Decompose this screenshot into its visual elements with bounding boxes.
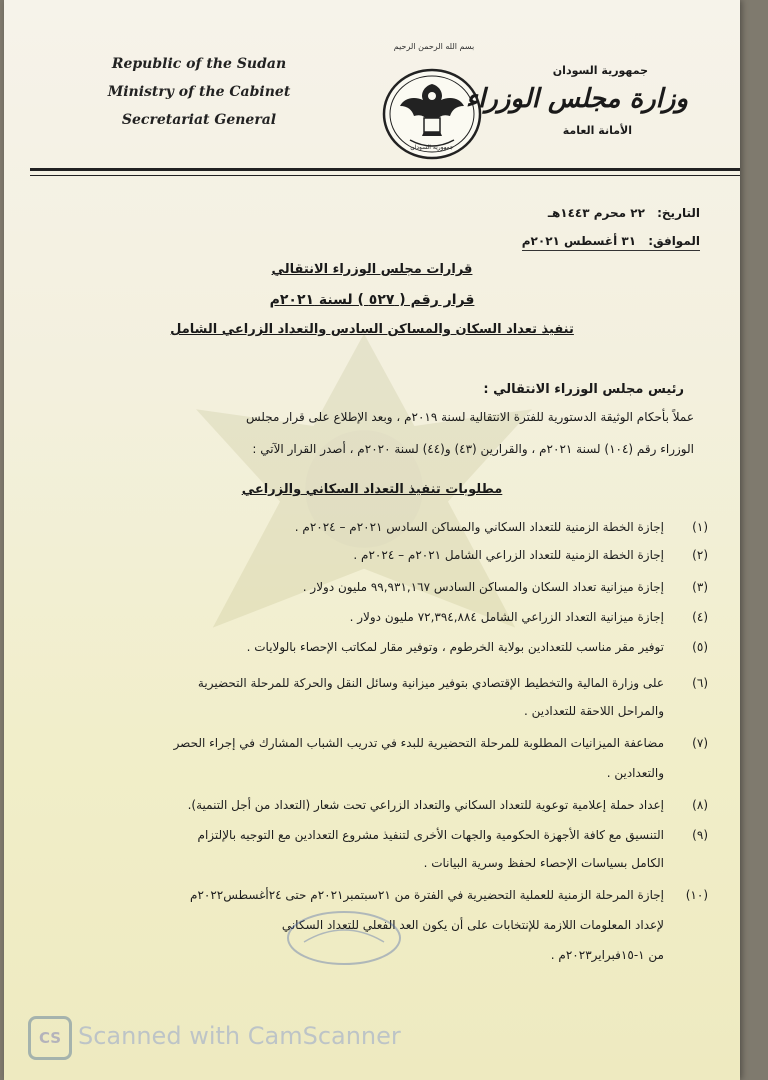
item-text: إجازة ميزانية التعداد الزراعي الشامل ٧٢,٣٩٤,٨٨٤ مليون دولار . xyxy=(349,610,664,624)
header-en-republic: Republic of the Sudan xyxy=(111,56,287,72)
header-rule-thin xyxy=(30,175,740,176)
item-number: (٢) xyxy=(692,548,708,562)
list-item-6 xyxy=(100,676,708,690)
camscanner-logo-icon: CS xyxy=(28,1016,72,1060)
list-item-2 xyxy=(100,548,708,562)
item-text: إجازة المرحلة الزمنية للعملية التحضيرية في الفترة من ٢١سبتمبر٢٠٢١م حتى ٢٤أغسطس٢٠٢٢م xyxy=(190,888,664,902)
item-number: (٨) xyxy=(692,798,708,812)
item-text: إجازة ميزانية تعداد السكان والمساكن السادس ٩٩,٩٣١,١٦٧ مليون دولار . xyxy=(302,580,664,594)
preamble-line2: الوزراء رقم (١٠٤) لسنة ٢٠٢١م ، والقرارين (٤٣) و(٤٤) لسنة ٢٠٢٠م ، أصدر القرار الآتي : xyxy=(252,442,694,456)
title-decision-number: قرار رقم ( ٥٢٧ ) لسنة ٢٠٢١م xyxy=(269,292,475,308)
header-en-ministry: Ministry of the Cabinet xyxy=(107,84,291,100)
hijri-date-row xyxy=(548,206,700,220)
item-number: (٩) xyxy=(692,828,708,842)
list-item-3 xyxy=(100,580,708,594)
header-ar-ministry: وزارة مجلس الوزراء xyxy=(465,84,688,114)
list-item-7 xyxy=(100,736,708,750)
item-number: (١٠) xyxy=(685,888,708,902)
document-page xyxy=(4,0,740,1080)
title-decisions: قرارات مجلس الوزراء الانتقالي xyxy=(271,262,473,277)
list-item-9-continuation: الكامل بسياسات الإحصاء لحفظ وسرية البيانات . xyxy=(423,856,664,870)
list-item-10 xyxy=(100,888,708,902)
item-text: مضاعفة الميزانيات المطلوبة للمرحلة التحضيرية للبدء في تدريب الشباب المشارك في إجراء الحصر xyxy=(173,736,664,750)
basmala: بسم الله الرحمن الرحيم xyxy=(393,42,475,51)
stamp-mark xyxy=(284,908,404,968)
item-text: توفير مقر مناسب للتعدادين بولاية الخرطوم ، وتوفير مقار لمكاتب الإحصاء بالولايات . xyxy=(246,640,664,654)
list-item-10-continuation-2: من ١-١٥فبراير٢٠٢٣م . xyxy=(550,948,664,962)
title-subject: تنفيذ تعداد السكان والمساكن السادس والتعداد الزراعي الشامل xyxy=(170,322,574,337)
greg-value: ٣١ أغسطس ٢٠٢١م xyxy=(521,234,637,248)
list-item-4 xyxy=(100,610,708,624)
preamble-addressee: رئيس مجلس الوزراء الانتقالي : xyxy=(483,382,684,397)
item-number: (٣) xyxy=(692,580,708,594)
list-item-8 xyxy=(100,798,708,812)
item-text: إعداد حملة إعلامية توعوية للتعداد السكاني والتعداد الزراعي تحت شعار (التعداد من أجل التنمية). xyxy=(187,798,664,812)
header-ar-republic: جمهورية السودان xyxy=(552,64,648,77)
item-number: (٥) xyxy=(692,640,708,654)
section-title: مطلوبات تنفيذ التعداد السكاني والزراعي xyxy=(241,482,503,497)
item-number: (١) xyxy=(692,520,708,534)
item-number: (٤) xyxy=(692,610,708,624)
list-item-7-continuation: والتعدادين . xyxy=(606,766,664,780)
list-item-1 xyxy=(100,520,708,534)
emblem-watermark xyxy=(154,300,574,720)
hijri-label: التاريخ: xyxy=(657,206,700,220)
list-item-5 xyxy=(100,640,708,654)
list-item-6-continuation: والمراحل اللاحقة للتعدادين . xyxy=(523,704,664,718)
list-item-10-continuation: لإعداد المعلومات اللازمة للإنتخابات على أن يكون العد الفعلي للتعداد السكاني xyxy=(281,918,664,932)
header-en-secretariat: Secretariat General xyxy=(121,112,277,128)
list-item-9 xyxy=(100,828,708,842)
camscanner-watermark: Scanned with CamScanner xyxy=(78,1022,401,1050)
item-text: التنسيق مع كافة الأجهزة الحكومية والجهات الأخرى لتنفيذ مشروع التعدادين مع التوجيه بالإلتزام xyxy=(197,828,664,842)
item-text: على وزارة المالية والتخطيط الإقتصادي بتوفير ميزانية وسائل النقل والحركة للمرحلة التحضيرية xyxy=(197,676,664,690)
item-text: إجازة الخطة الزمنية للتعداد السكاني والمساكن السادس ٢٠٢١م – ٢٠٢٤م . xyxy=(294,520,664,534)
state-seal-icon xyxy=(380,66,484,162)
greg-label: الموافق: xyxy=(648,234,700,248)
seal-text: جمهورية السودان xyxy=(410,144,454,151)
hijri-value: ٢٢ محرم ١٤٤٣هـ xyxy=(547,206,645,220)
greg-date-row xyxy=(522,234,700,251)
preamble-line1: عملاً بأحكام الوثيقة الدستورية للفترة الانتقالية لسنة ٢٠١٩م ، وبعد الإطلاع على قرار مجلس xyxy=(245,410,694,424)
item-number: (٧) xyxy=(692,736,708,750)
header-rule-thick xyxy=(30,168,740,171)
item-text: إجازة الخطة الزمنية للتعداد الزراعي الشامل ٢٠٢١م – ٢٠٢٤م . xyxy=(353,548,664,562)
header-ar-secretariat: الأمانة العامة xyxy=(562,124,632,137)
item-number: (٦) xyxy=(692,676,708,690)
